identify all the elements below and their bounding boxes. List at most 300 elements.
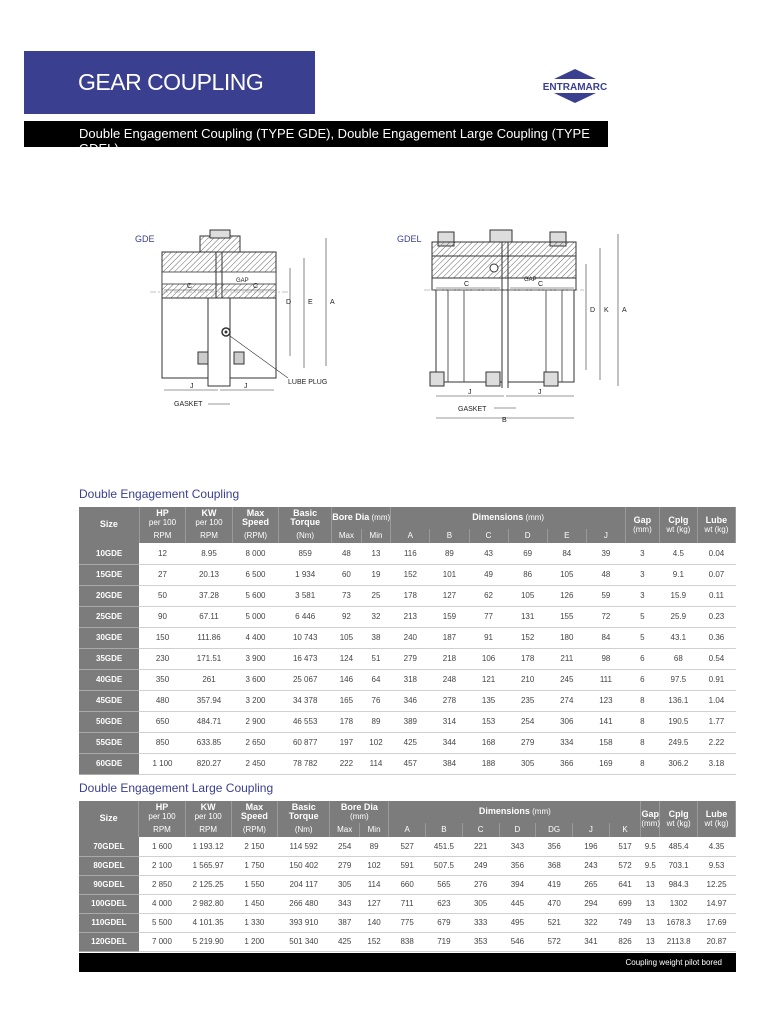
table-cell: 2 100: [139, 856, 185, 875]
table-cell: 210: [508, 669, 547, 690]
table-cell: 159: [430, 606, 469, 627]
col-dim-d: D: [499, 823, 536, 837]
table-cell: 5 600: [232, 585, 279, 606]
table-cell: 1678.3: [660, 913, 698, 932]
table-row: [79, 875, 736, 894]
table-cell: 2 850: [139, 875, 185, 894]
table-cell: 97.5: [659, 669, 697, 690]
table-cell: 152: [391, 564, 430, 585]
table-cell: 13: [641, 913, 660, 932]
col-cplg: Cplg wt (kg): [659, 507, 697, 543]
table-row: [79, 564, 736, 585]
table-cell: 105: [508, 585, 547, 606]
table-cell: 546: [499, 932, 536, 951]
col-bore: Bore Dia (mm): [330, 801, 389, 823]
table-cell: 102: [359, 856, 388, 875]
gdel-callout-b: B: [502, 417, 507, 424]
gdel-callout-a: A: [622, 307, 627, 314]
table-cell: 67.11: [186, 606, 233, 627]
table-cell: 0.23: [697, 606, 735, 627]
col-bore: Bore Dia (mm): [332, 507, 391, 529]
table-cell: 775: [389, 913, 426, 932]
table-cell: 25 067: [279, 669, 332, 690]
table-cell: 39: [586, 543, 625, 564]
col-gap: Gap (mm): [641, 801, 660, 837]
size-cell: 80GDEL: [79, 856, 139, 875]
col-dim-j: J: [586, 529, 625, 543]
table-cell: 4 400: [232, 627, 279, 648]
col-dim-j: J: [573, 823, 610, 837]
table-cell: 34 378: [279, 690, 332, 711]
table-cell: 5: [626, 606, 660, 627]
table-cell: 102: [361, 732, 391, 753]
table-cell: 3: [626, 585, 660, 606]
table-cell: 1.04: [697, 690, 735, 711]
table-cell: 7 000: [139, 932, 185, 951]
table-cell: 127: [430, 585, 469, 606]
gdel-callout-gasket: GASKET: [458, 406, 487, 413]
gde-callout-gap: GAP: [236, 278, 249, 284]
col-bore-max: Max: [332, 529, 362, 543]
table-cell: 204 117: [277, 875, 330, 894]
size-cell: 100GDEL: [79, 894, 139, 913]
col-speed-unit: (RPM): [231, 823, 277, 837]
table-cell: 111: [586, 669, 625, 690]
gdel-drawing: [424, 228, 634, 424]
col-dim-b: B: [430, 529, 469, 543]
table-cell: 222: [332, 753, 362, 774]
col-cplg: Cplg wt (kg): [660, 801, 698, 837]
table-cell: 749: [609, 913, 641, 932]
table-cell: 169: [586, 753, 625, 774]
table-cell: 146: [332, 669, 362, 690]
table-cell: 0.36: [697, 627, 735, 648]
table-cell: 0.54: [697, 648, 735, 669]
gde-callout-j-left: J: [190, 383, 194, 390]
table-cell: 218: [430, 648, 469, 669]
table-cell: 5 219.90: [185, 932, 231, 951]
subtitle-bar: [24, 121, 608, 156]
gdel-callout-c-left: C: [464, 281, 470, 288]
gde-drawing: [150, 228, 350, 414]
table-cell: 1 450: [231, 894, 277, 913]
table-cell: 68: [659, 648, 697, 669]
col-speed: Max Speed: [231, 801, 277, 823]
table-cell: 245: [547, 669, 586, 690]
table-cell: 92: [332, 606, 362, 627]
table-cell: 84: [586, 627, 625, 648]
table-cell: 123: [586, 690, 625, 711]
table-cell: 591: [389, 856, 426, 875]
table-cell: 1 565.97: [185, 856, 231, 875]
table-row: [79, 711, 736, 732]
table-cell: 235: [508, 690, 547, 711]
size-cell: 50GDE: [79, 711, 139, 732]
table-cell: 9.5: [641, 837, 660, 856]
col-kw-unit: RPM: [186, 529, 233, 543]
gde-callout-c-left: C: [187, 283, 193, 290]
table-row: [79, 932, 736, 951]
table-cell: 196: [573, 837, 610, 856]
gdel-callout-d: D: [590, 307, 596, 314]
table-cell: 17.69: [698, 913, 736, 932]
table-cell: 114 592: [277, 837, 330, 856]
brand-name: ENTRAMARC: [542, 82, 608, 93]
table-cell: 14.97: [698, 894, 736, 913]
table-cell: 20.13: [186, 564, 233, 585]
gdel-spec-table: [79, 801, 736, 952]
table-cell: 8: [626, 690, 660, 711]
table-row: [79, 856, 736, 875]
table-cell: 356: [536, 837, 573, 856]
table-cell: 6: [626, 669, 660, 690]
table-cell: 357.94: [186, 690, 233, 711]
col-size: Size: [79, 801, 139, 837]
col-dimensions: Dimensions (mm): [391, 507, 626, 529]
table-cell: 517: [609, 837, 641, 856]
table-cell: 565: [426, 875, 463, 894]
table-row: [79, 837, 736, 856]
table-cell: 279: [330, 856, 359, 875]
table-cell: 623: [426, 894, 463, 913]
table-row: [79, 585, 736, 606]
table-cell: 333: [462, 913, 499, 932]
table-cell: 6 500: [232, 564, 279, 585]
table-cell: 51: [361, 648, 391, 669]
table-cell: 8: [626, 732, 660, 753]
table-cell: 660: [389, 875, 426, 894]
table-cell: 43.1: [659, 627, 697, 648]
table-cell: 5 500: [139, 913, 185, 932]
table-row: [79, 732, 736, 753]
table-cell: 2 450: [232, 753, 279, 774]
size-cell: 40GDE: [79, 669, 139, 690]
table-cell: 470: [536, 894, 573, 913]
table-cell: 306.2: [659, 753, 697, 774]
table-cell: 314: [430, 711, 469, 732]
size-cell: 30GDE: [79, 627, 139, 648]
table-cell: 341: [573, 932, 610, 951]
table-cell: 221: [462, 837, 499, 856]
table-cell: 3.18: [697, 753, 735, 774]
table-cell: 153: [469, 711, 508, 732]
table-cell: 366: [547, 753, 586, 774]
table-cell: 135: [469, 690, 508, 711]
table-cell: 114: [361, 753, 391, 774]
table-cell: 3 200: [232, 690, 279, 711]
table-cell: 141: [586, 711, 625, 732]
title-banner: [24, 51, 315, 114]
table-cell: 521: [536, 913, 573, 932]
gde-callout-d: D: [286, 299, 292, 306]
table-cell: 1 750: [231, 856, 277, 875]
table-cell: 501 340: [277, 932, 330, 951]
table-cell: 305: [330, 875, 359, 894]
table-cell: 254: [508, 711, 547, 732]
table-cell: 152: [359, 932, 388, 951]
table-cell: 343: [499, 837, 536, 856]
gdel-callout-j-right: J: [538, 389, 542, 396]
table-cell: 1 600: [139, 837, 185, 856]
table-cell: 190.5: [659, 711, 697, 732]
table-cell: 389: [391, 711, 430, 732]
table-cell: 76: [361, 690, 391, 711]
table-cell: 114: [359, 875, 388, 894]
table-cell: 0.04: [697, 543, 735, 564]
table-cell: 131: [508, 606, 547, 627]
table-cell: 111.86: [186, 627, 233, 648]
table-row: [79, 913, 736, 932]
table-cell: 0.91: [697, 669, 735, 690]
table-cell: 254: [330, 837, 359, 856]
table-cell: 73: [332, 585, 362, 606]
table-cell: 8: [626, 711, 660, 732]
table-row: [79, 669, 736, 690]
table-cell: 305: [508, 753, 547, 774]
table-cell: 1 100: [139, 753, 186, 774]
table-cell: 2 125.25: [185, 875, 231, 894]
table-cell: 641: [609, 875, 641, 894]
table-cell: 90: [139, 606, 186, 627]
size-cell: 60GDE: [79, 753, 139, 774]
table-cell: 3: [626, 543, 660, 564]
table-cell: 13: [361, 543, 391, 564]
table-cell: 711: [389, 894, 426, 913]
table-cell: 394: [499, 875, 536, 894]
table-cell: 77: [469, 606, 508, 627]
table-cell: 20.87: [698, 932, 736, 951]
table-cell: 1 330: [231, 913, 277, 932]
table-cell: 3 900: [232, 648, 279, 669]
gde-callout-lube-plug: LUBE PLUG: [288, 379, 328, 386]
table-cell: 10 743: [279, 627, 332, 648]
col-dimensions: Dimensions (mm): [389, 801, 641, 823]
table-cell: 106: [469, 648, 508, 669]
table-cell: 84: [547, 543, 586, 564]
table-cell: 38: [361, 627, 391, 648]
size-cell: 35GDE: [79, 648, 139, 669]
table-cell: 4 000: [139, 894, 185, 913]
col-dim-c: C: [462, 823, 499, 837]
table-row: [79, 543, 736, 564]
table-cell: 650: [139, 711, 186, 732]
gdel-figure-label: GDEL: [397, 234, 422, 244]
table-row: [79, 648, 736, 669]
table-cell: 158: [586, 732, 625, 753]
col-dim-dg: DG: [536, 823, 573, 837]
table-cell: 50: [139, 585, 186, 606]
table-cell: 703.1: [660, 856, 698, 875]
table-cell: 9.5: [641, 856, 660, 875]
table-cell: 8.95: [186, 543, 233, 564]
table-cell: 368: [536, 856, 573, 875]
table-cell: 507.5: [426, 856, 463, 875]
col-hp: HP per 100: [139, 801, 185, 823]
table-cell: 1.77: [697, 711, 735, 732]
page-subtitle: Double Engagement Coupling (TYPE GDE), Double Engagement Large Coupling (TYPE GDEL): [79, 126, 590, 156]
col-bore-min: Min: [359, 823, 388, 837]
col-size: Size: [79, 507, 139, 543]
col-dim-c: C: [469, 529, 508, 543]
table-cell: 699: [609, 894, 641, 913]
table-cell: 49: [469, 564, 508, 585]
gde-spec-table: [79, 507, 736, 775]
table-cell: 37.28: [186, 585, 233, 606]
col-dim-a: A: [389, 823, 426, 837]
table-cell: 2 900: [232, 711, 279, 732]
table-cell: 126: [547, 585, 586, 606]
table-cell: 89: [430, 543, 469, 564]
table-cell: 48: [586, 564, 625, 585]
col-torque-unit: (Nm): [279, 529, 332, 543]
table-cell: 4.5: [659, 543, 697, 564]
table-cell: 278: [430, 690, 469, 711]
table-cell: 261: [186, 669, 233, 690]
table-cell: 1302: [660, 894, 698, 913]
gde-table-title: Double Engagement Coupling: [79, 487, 240, 501]
table-cell: 165: [332, 690, 362, 711]
table-cell: 187: [430, 627, 469, 648]
table-cell: 168: [469, 732, 508, 753]
table-cell: 105: [547, 564, 586, 585]
table-cell: 12.25: [698, 875, 736, 894]
table-cell: 305: [462, 894, 499, 913]
table-cell: 425: [391, 732, 430, 753]
gdel-table-title: Double Engagement Large Coupling: [79, 781, 274, 795]
table-cell: 78 782: [279, 753, 332, 774]
table-cell: 343: [330, 894, 359, 913]
col-gap: Gap (mm): [626, 507, 660, 543]
table-cell: 249: [462, 856, 499, 875]
table-cell: 859: [279, 543, 332, 564]
table-cell: 719: [426, 932, 463, 951]
table-cell: 86: [508, 564, 547, 585]
table-cell: 279: [391, 648, 430, 669]
table-cell: 152: [508, 627, 547, 648]
table-cell: 13: [641, 894, 660, 913]
table-cell: 140: [359, 913, 388, 932]
table-cell: 0.11: [697, 585, 735, 606]
table-cell: 72: [586, 606, 625, 627]
table-cell: 322: [573, 913, 610, 932]
table-cell: 48: [332, 543, 362, 564]
table-cell: 984.3: [660, 875, 698, 894]
table-cell: 121: [469, 669, 508, 690]
table-cell: 387: [330, 913, 359, 932]
table-cell: 124: [332, 648, 362, 669]
col-dim-b: B: [426, 823, 463, 837]
gdel-callout-j-left: J: [468, 389, 472, 396]
table-cell: 101: [430, 564, 469, 585]
table-cell: 13: [641, 932, 660, 951]
table-cell: 136.1: [659, 690, 697, 711]
table-cell: 240: [391, 627, 430, 648]
table-cell: 155: [547, 606, 586, 627]
col-hp-unit: RPM: [139, 529, 186, 543]
page-title: GEAR COUPLING: [78, 69, 264, 95]
size-cell: 45GDE: [79, 690, 139, 711]
table-cell: 344: [430, 732, 469, 753]
table-cell: 633.85: [186, 732, 233, 753]
size-cell: 70GDEL: [79, 837, 139, 856]
table-row: [79, 690, 736, 711]
col-dim-a: A: [391, 529, 430, 543]
size-cell: 110GDEL: [79, 913, 139, 932]
table-cell: 9.53: [698, 856, 736, 875]
col-dim-e: E: [547, 529, 586, 543]
table-cell: 527: [389, 837, 426, 856]
table-cell: 2 150: [231, 837, 277, 856]
table-cell: 12: [139, 543, 186, 564]
table-cell: 1 550: [231, 875, 277, 894]
table-cell: 306: [547, 711, 586, 732]
table-cell: 2 650: [232, 732, 279, 753]
table-cell: 5 000: [232, 606, 279, 627]
table-cell: 1 193.12: [185, 837, 231, 856]
table-cell: 16 473: [279, 648, 332, 669]
table-cell: 64: [361, 669, 391, 690]
size-cell: 20GDE: [79, 585, 139, 606]
table-cell: 3 581: [279, 585, 332, 606]
table-cell: 4.35: [698, 837, 736, 856]
table-cell: 15.9: [659, 585, 697, 606]
gdel-callout-gap: GAP: [524, 277, 537, 283]
table-cell: 105: [332, 627, 362, 648]
gdel-callout-c-right: C: [538, 281, 544, 288]
col-kw-unit: RPM: [185, 823, 231, 837]
table-cell: 188: [469, 753, 508, 774]
size-cell: 15GDE: [79, 564, 139, 585]
table-cell: 572: [609, 856, 641, 875]
table-cell: 116: [391, 543, 430, 564]
footer-bar: [79, 953, 736, 972]
table-cell: 356: [499, 856, 536, 875]
col-torque: Basic Torque: [279, 507, 332, 529]
table-cell: 484.71: [186, 711, 233, 732]
table-cell: 266 480: [277, 894, 330, 913]
size-cell: 25GDE: [79, 606, 139, 627]
table-cell: 276: [462, 875, 499, 894]
col-bore-min: Min: [361, 529, 391, 543]
col-bore-max: Max: [330, 823, 359, 837]
table-row: [79, 753, 736, 774]
table-cell: 27: [139, 564, 186, 585]
gde-callout-a: A: [330, 299, 335, 306]
size-cell: 120GDEL: [79, 932, 139, 951]
table-cell: 197: [332, 732, 362, 753]
table-cell: 279: [508, 732, 547, 753]
table-cell: 46 553: [279, 711, 332, 732]
gde-callout-gasket: GASKET: [174, 401, 203, 408]
table-cell: 178: [332, 711, 362, 732]
entramarc-logo: [538, 68, 612, 104]
table-cell: 8: [626, 753, 660, 774]
table-cell: 485.4: [660, 837, 698, 856]
table-cell: 150 402: [277, 856, 330, 875]
table-cell: 213: [391, 606, 430, 627]
table-cell: 820.27: [186, 753, 233, 774]
col-hp-unit: RPM: [139, 823, 185, 837]
col-hp: HP per 100: [139, 507, 186, 529]
table-cell: 43: [469, 543, 508, 564]
table-cell: 3: [626, 564, 660, 585]
table-cell: 2.22: [697, 732, 735, 753]
table-cell: 838: [389, 932, 426, 951]
table-cell: 4 101.35: [185, 913, 231, 932]
table-cell: 98: [586, 648, 625, 669]
table-cell: 445: [499, 894, 536, 913]
table-cell: 826: [609, 932, 641, 951]
